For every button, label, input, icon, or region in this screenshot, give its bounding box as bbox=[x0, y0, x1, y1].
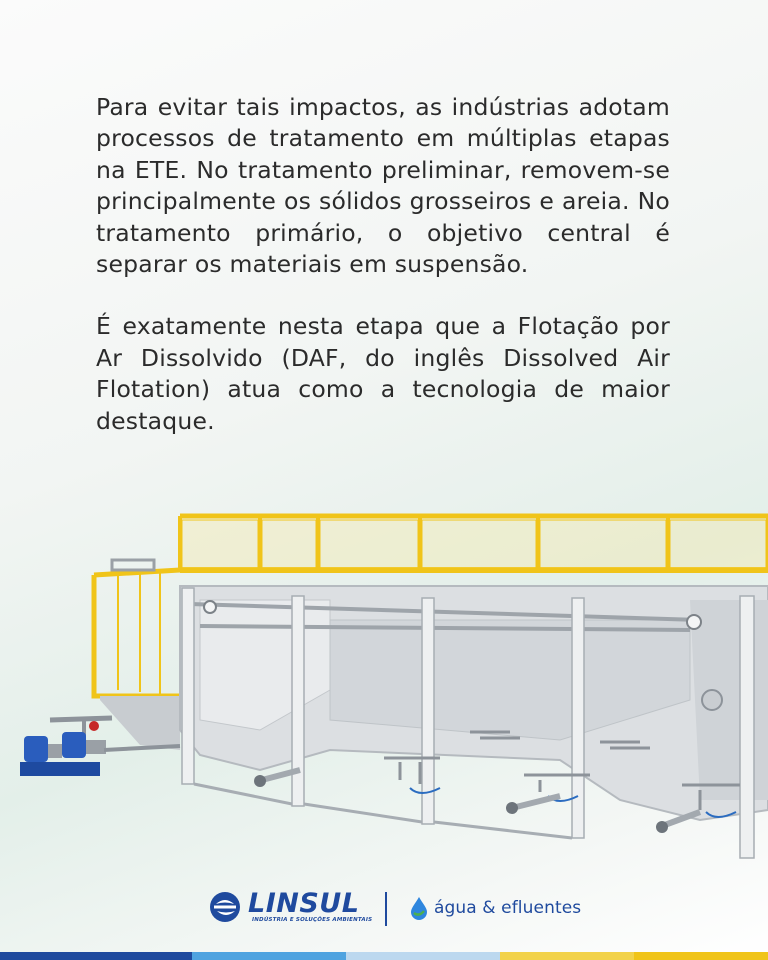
top-railing bbox=[180, 516, 768, 572]
linsul-logo-icon bbox=[208, 890, 246, 924]
linsul-name: LINSUL bbox=[248, 888, 360, 919]
platform-railing bbox=[94, 570, 180, 696]
bar-segment bbox=[192, 952, 346, 960]
bar-segment bbox=[500, 952, 634, 960]
agua-label: água & efluentes bbox=[434, 898, 582, 918]
linsul-tagline: INDÚSTRIA E SOLUÇÕES AMBIENTAIS bbox=[252, 917, 373, 923]
paragraph-1: Para evitar tais impactos, as indústrias adotam processos de tratamento em múltiplas etapas na ETE. No tratamento preliminar, removem-se principalmente os sólidos grosseiros e areia. No tratamento primário, o objetivo central é separar os materiais em suspensão. bbox=[96, 93, 670, 279]
footer-divider bbox=[385, 892, 387, 926]
paragraph-2: É exatamente nesta etapa que a Flotação por Ar Dissolvido (DAF, do inglês Dissolved Air Flotation) atua como a tecnologia de maior destaque. bbox=[96, 312, 670, 435]
bar-segment bbox=[634, 952, 768, 960]
bar-segment bbox=[346, 952, 500, 960]
daf-unit-illustration bbox=[0, 500, 768, 870]
agua-efluentes-logo bbox=[410, 896, 581, 920]
water-drop-icon bbox=[410, 896, 428, 920]
linsul-logo bbox=[208, 890, 372, 924]
bar-segment bbox=[0, 952, 192, 960]
footer bbox=[0, 880, 768, 940]
body-text bbox=[96, 92, 670, 437]
bottom-color-bar bbox=[0, 952, 768, 960]
